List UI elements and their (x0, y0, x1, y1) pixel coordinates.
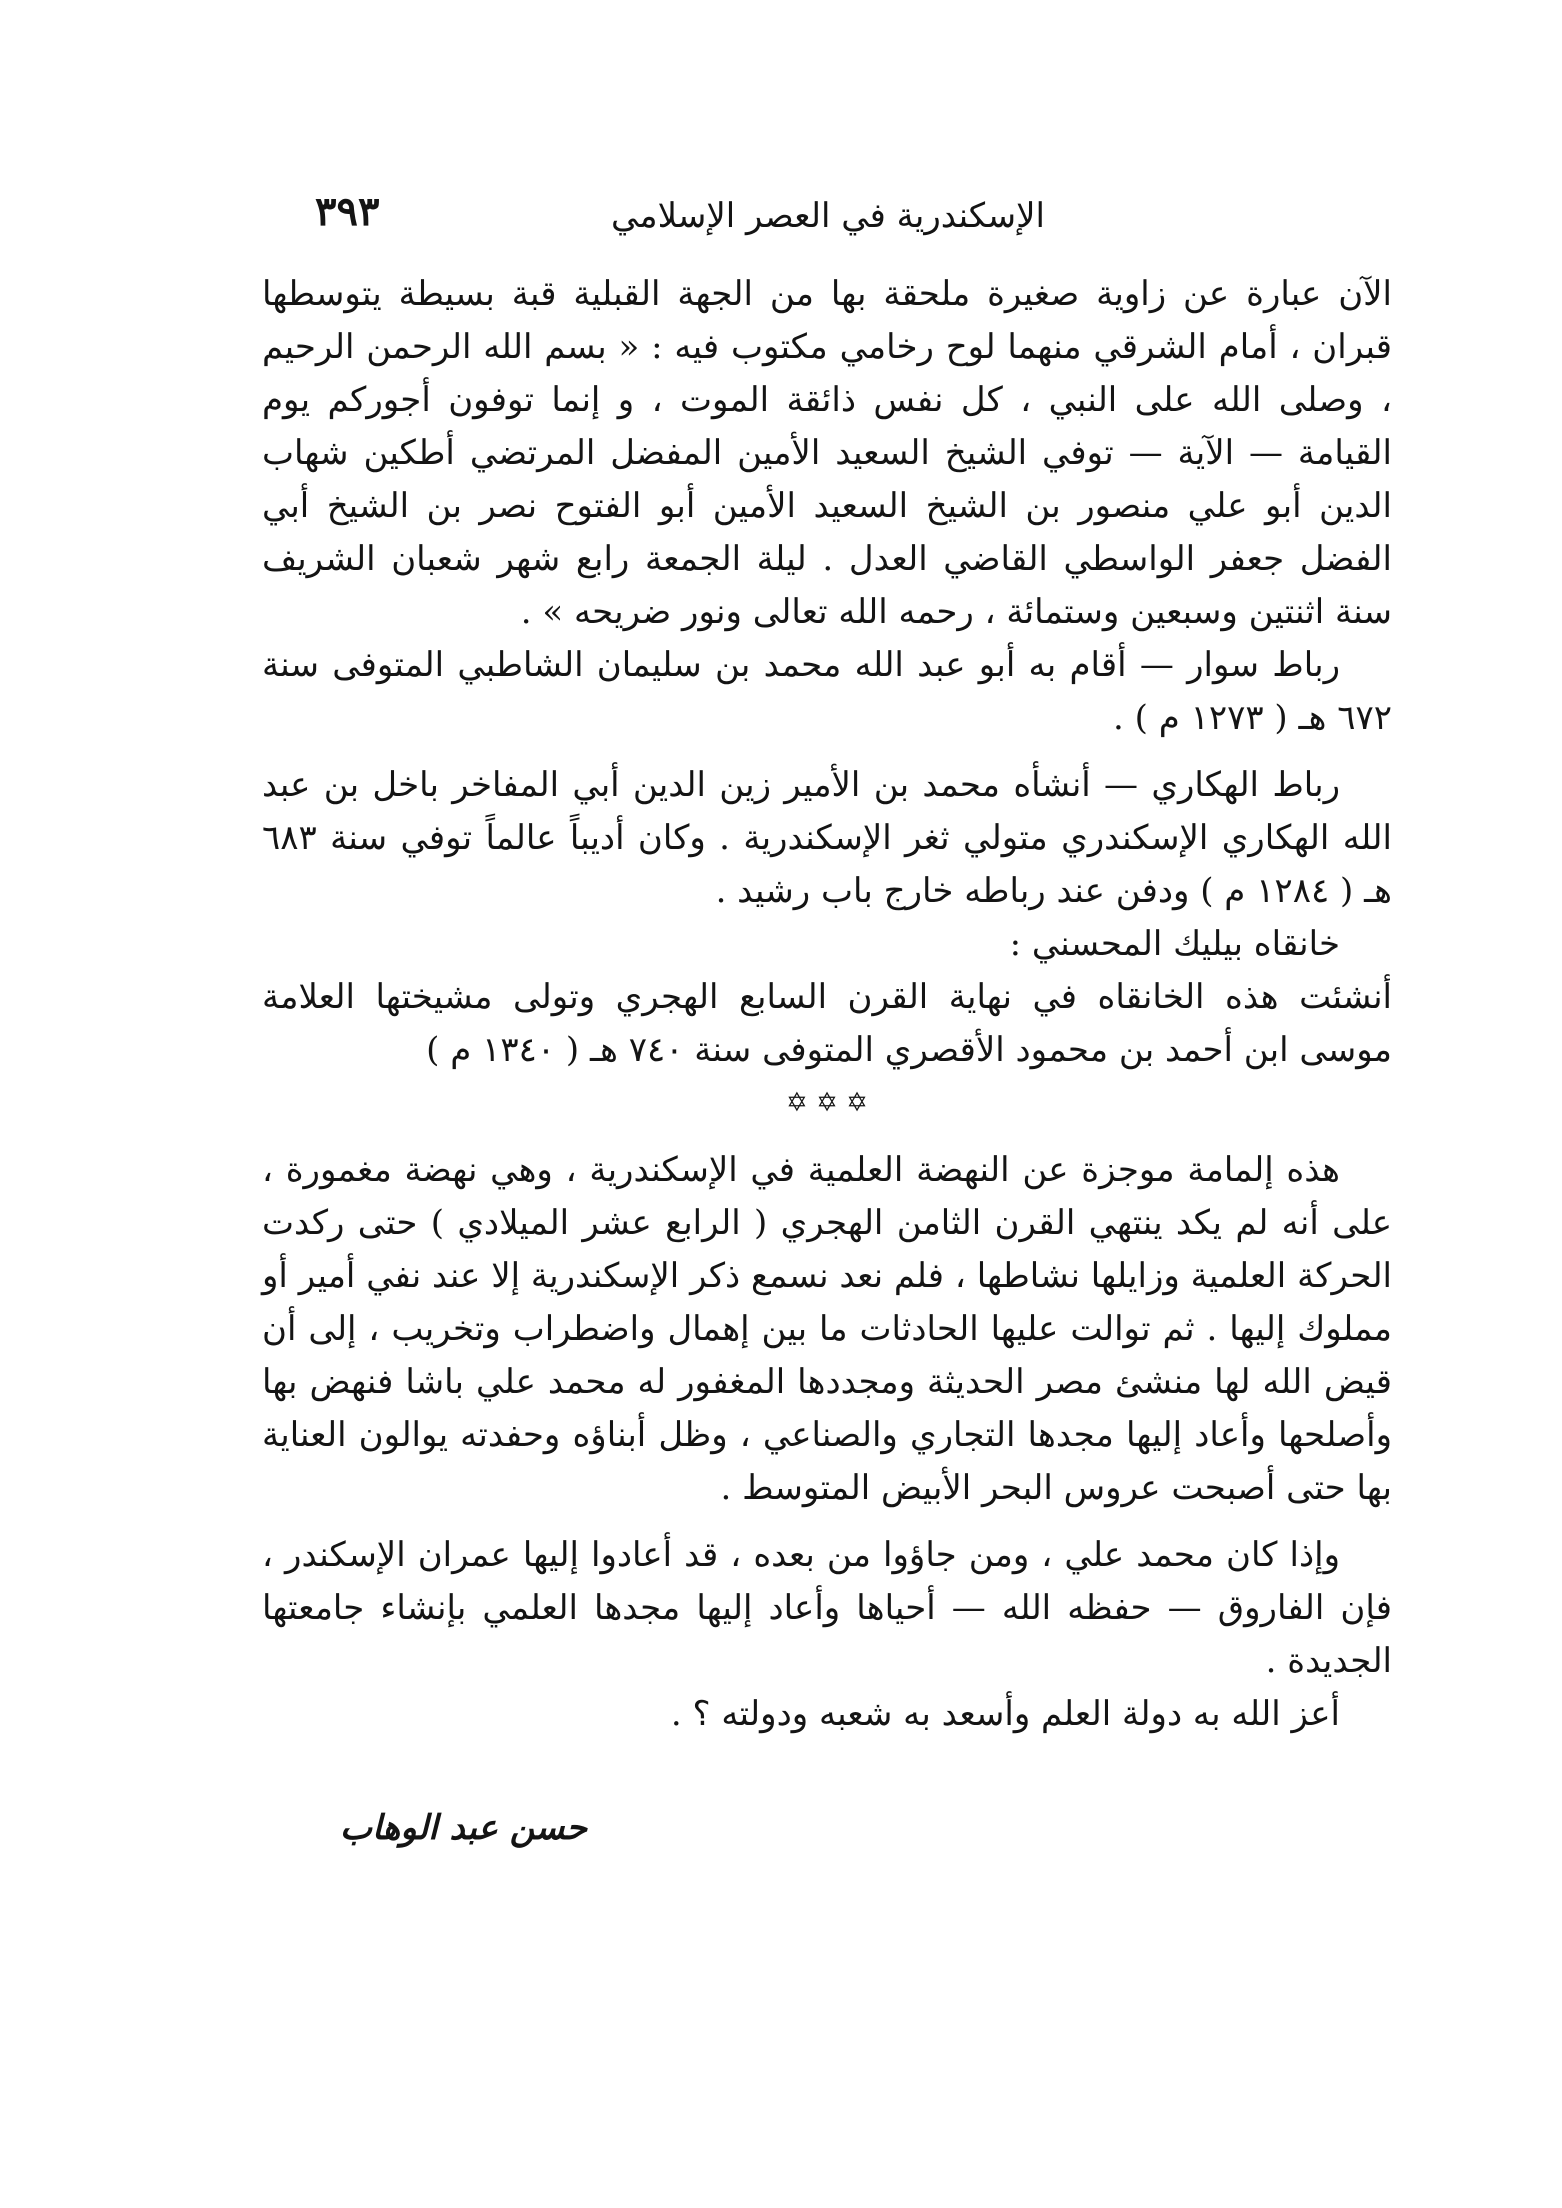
author-signature: حسن عبد الوهاب (340, 1808, 587, 1848)
page-number: ٣٩٣ (315, 188, 380, 235)
paragraph-ribat-sawwar: رباط سوار — أقام به أبو عبد الله محمد بن سليمان الشاطبي المتوفى سنة ٦٧٢ هـ ( ١٢٧٣ م ) . (262, 645, 1392, 738)
section-heading-khanqah: خانقاه بيليك المحسني : (1009, 924, 1340, 964)
spacer (262, 1130, 1392, 1144)
paragraph-tomb-inscription: الآن عبارة عن زاوية صغيرة ملحقة بها من الجهة القبلية قبة بسيطة يتوسطها قبران ، أمام الشرقي منهما لوح رخامي مكتوب فيه : « بسم الله الرحمن الرحيم ، وصلى الله على النبي ، كل نفس ذائقة الموت ، و إنما توفون أجوركم يوم القيامة — الآية — توفي الشيخ السعيد الأمين المفضل المرتضي أطكين شهاب الدين أبو علي منصور بن الشيخ السعيد الأمين أبو الفتوح نصر بن الشيخ أبي الفضل جعفر الواسطي القاضي العدل . ليلة الجمعة رابع شهر شعبان الشريف سنة اثنتين وسبعين وستمائة ، رحمه الله تعالى ونور ضريحه » . (262, 274, 1392, 632)
paragraph-farouk: وإذا كان محمد علي ، ومن جاؤوا من بعده ، قد أعادوا إليها عمران الإسكندر ، فإن الفاروق — حفظه الله — أحياها وأعاد إليها مجدها العلمي بإنشاء جامعتها الجديدة . (262, 1535, 1392, 1681)
paragraph-khanqah: أنشئت هذه الخانقاه في نهاية القرن السابع الهجري وتولى مشيختها العلامة موسى ابن أحمد بن محمود الأقصري المتوفى سنة ٧٤٠ هـ ( ١٣٤٠ م ) (262, 977, 1392, 1070)
paragraph-scientific-renaissance: هذه إلمامة موجزة عن النهضة العلمية في الإسكندرية ، وهي نهضة مغمورة ، على أنه لم يكد ينتهي القرن الثامن الهجري ( الرابع عشر الميلادي ) حتى ركدت الحركة العلمية وزايلها نشاطها ، فلم نعد نسمع ذكر الإسكندرية إلا عند نفي أمير أو مملوك إليها . ثم توالت عليها الحادثات ما بين إهمال واضطراب وتخريب ، إلى أن قيض الله لها منشئ مصر الحديثة ومجددها المغفور له محمد علي باشا فنهض بها وأصلحها وأعاد إليها مجدها التجاري والصناعي ، وظل أبناؤه وحفدته يوالون العناية بها حتى أصبحت عروس البحر الأبيض المتوسط . (262, 1150, 1392, 1508)
section-divider-stars: ✡ ✡ ✡ (786, 1088, 868, 1118)
spacer (262, 745, 1392, 759)
running-title: الإسكندرية في العصر الإسلامي (611, 196, 1045, 236)
spacer (262, 1515, 1392, 1529)
paragraph-closing-prayer: أعز الله به دولة العلم وأسعد به شعبه ودولته ؟ . (670, 1694, 1340, 1734)
body-text (262, 268, 1392, 1741)
page-header (255, 188, 1445, 248)
paragraph-ribat-hakkari: رباط الهكاري — أنشأه محمد بن الأمير زين الدين أبي المفاخر باخل بن عبد الله الهكاري الإسكندري متولي ثغر الإسكندرية . وكان أديباً عالماً توفي سنة ٦٨٣ هـ ( ١٢٨٤ م ) ودفن عند رباطه خارج باب رشيد . (262, 765, 1392, 911)
